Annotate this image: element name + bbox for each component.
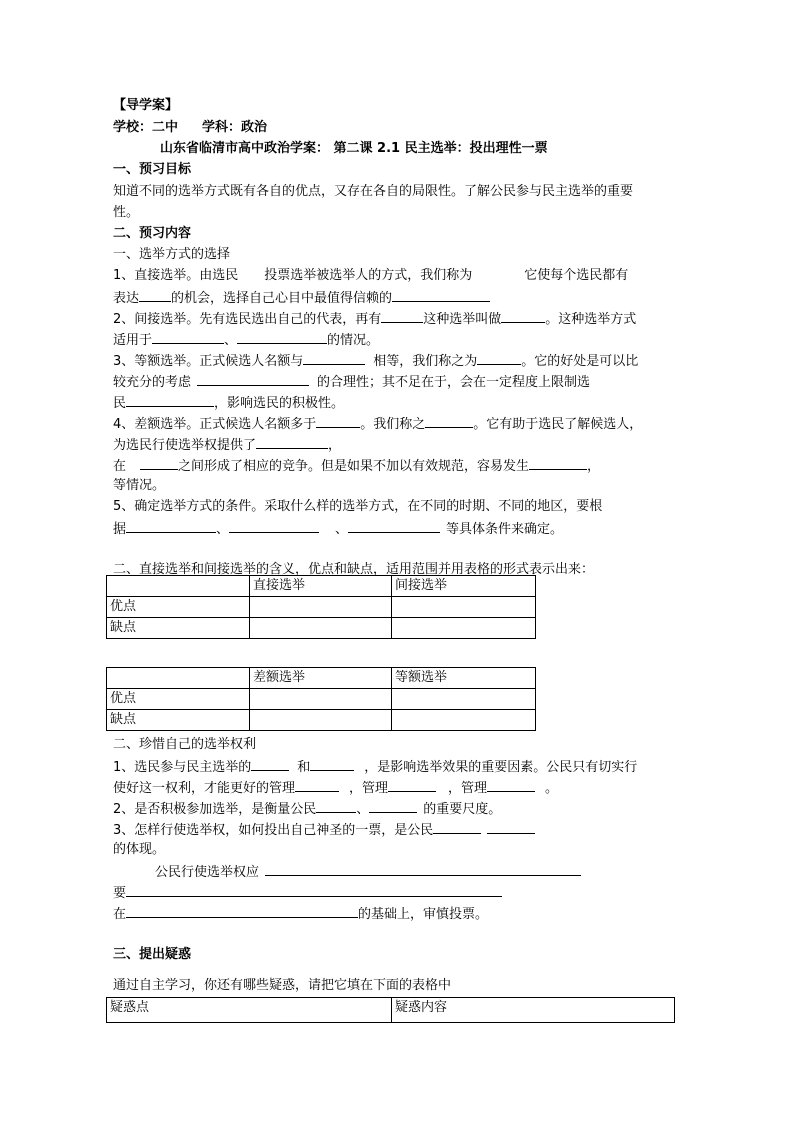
goal-line-2: 性。 [113,205,140,220]
comparison-table-1 [106,575,536,639]
blank[interactable] [425,413,473,428]
rights-line-7: 要 [113,882,502,904]
lesson-title: 山东省临清市高中政治学案： 第二课 2.1 民主选举：投出理性一票 [160,141,548,156]
table-cell[interactable] [250,689,392,710]
row-label: 缺点 [107,618,250,639]
table-cell [107,576,250,597]
blank[interactable] [126,903,358,918]
blank[interactable] [477,350,521,365]
item-3-line-3: 民 ，影响选民的积极性。 [113,392,344,414]
rights-line-3: 2、是否积极参加选举，是衡量公民 、 的重要尺度。 [113,798,501,820]
rights-line-1: 1、选民参与民主选举的 和 ，是影响选举效果的重要因素。公民只有切实行 [113,756,637,778]
rights-line-4: 3、怎样行使选举权，如何投出自己神圣的一票，是公民 [113,819,535,841]
blank[interactable] [237,329,327,344]
table-row [107,576,536,597]
blank[interactable] [433,819,481,834]
table-header: 直接选举 [250,576,392,597]
subject-label: 学科：政治 [202,120,268,135]
section-2-heading: 二、预习内容 [113,226,192,241]
table-row [107,668,536,689]
row-label: 优点 [107,689,250,710]
table-cell[interactable] [250,710,392,731]
table-header: 等额选举 [392,668,536,689]
rights-line-5: 的体现。 [113,842,166,857]
table-cell[interactable] [392,618,536,639]
blank[interactable] [487,777,535,792]
section-3-intro: 通过自主学习，你还有哪些疑惑，请把它填在下面的表格中 [113,978,452,993]
table-cell[interactable] [392,597,536,618]
table-header: 间接选举 [392,576,536,597]
blank[interactable] [369,798,417,813]
comparison-table-2 [106,667,536,731]
rights-line-2: 使好这一权利，才能更好的管理 ，管理 ，管理 。 [113,777,558,799]
blank[interactable] [316,413,360,428]
table-row [107,689,536,710]
item-4-line-1: 4、差额选举。正式候选人名额多于 。我们称之 。它有助于选民了解候选人， [113,413,642,435]
doc-title: 【导学案】 [113,98,179,113]
item-4-line-3: 在 之间形成了相应的竞争。但是如果不加以有效规范，容易发生 ， [113,455,600,477]
table-cell[interactable] [392,710,536,731]
rights-line-8: 在 的基础上，审慎投票。 [113,903,488,925]
blank[interactable] [126,882,502,897]
item-2-line-1: 2、间接选举。先有选民选出自己的代表，再有 这种选举叫做 。这种选举方式 [113,308,636,330]
table-header: 疑惑内容 [392,998,675,1023]
table-cell[interactable] [250,618,392,639]
blank[interactable] [392,287,490,302]
item-4-line-4: 等情况。 [113,478,166,493]
table-row [107,618,536,639]
blank[interactable] [256,434,328,449]
blank[interactable] [152,329,224,344]
blank[interactable] [303,350,365,365]
school-subject [113,118,267,138]
section-3-heading: 三、提出疑惑 [113,947,192,962]
table-intro: 二、直接选举和间接选举的含义，优点和缺点，适用范围并用表格的形式表示出来： [113,562,595,577]
blank[interactable] [140,455,178,470]
item-2-line-2: 适用于 、 的情况。 [113,329,379,351]
school-label: 学校：二中 [113,120,179,135]
table-row [107,710,536,731]
blank[interactable] [229,518,319,533]
table-row [107,597,536,618]
blank[interactable] [529,455,587,470]
row-label: 缺点 [107,710,250,731]
item-5-line-2: 据 、 、 等具体条件来确定。 [113,518,563,540]
blank[interactable] [126,392,214,407]
goal-line-1: 知道不同的选举方式既有各自的优点，又存在各自的局限性。了解公民参与民主选举的重要 [113,184,634,199]
table-cell [107,668,250,689]
table-cell[interactable] [250,597,392,618]
blank[interactable] [310,756,354,771]
questions-table [106,997,675,1023]
blank[interactable] [295,777,339,792]
blank[interactable] [316,798,356,813]
item-5-line-1: 5、确定选举方式的条件。采取什么样的选举方式，在不同的时期、不同的地区，要根 [113,499,603,514]
subsection-3: 二、珍惜自己的选举权利 [113,737,257,752]
table-header: 差额选举 [250,668,392,689]
blank[interactable] [381,308,423,323]
table-header: 疑惑点 [107,998,392,1023]
blank[interactable] [501,308,545,323]
item-4-line-2: 为选民行使选举权提供了 ， [113,434,341,456]
item-1-line-1: 1、直接选举。由选民 投票选举被选举人的方式，我们称为 它使每个选民都有 [113,268,629,283]
blank[interactable] [126,518,216,533]
blank[interactable] [487,819,535,834]
blank[interactable] [197,371,309,386]
blank[interactable] [348,518,440,533]
item-3-line-1: 3、等额选举。正式候选人名额与 相等，我们称之为 。它的好处是可以比 [113,350,638,372]
section-1-heading: 一、预习目标 [113,162,192,177]
row-label: 优点 [107,597,250,618]
item-3-line-2: 较充分的考虑 的合理性；其不足在于，会在一定程度上限制选 [113,371,590,393]
subsection-1: 一、选举方式的选择 [113,247,231,262]
blank[interactable] [388,777,436,792]
table-cell[interactable] [392,689,536,710]
blank[interactable] [139,287,171,302]
rights-line-6: 公民行使选举权应 [155,861,581,883]
item-1-line-2: 表达 的机会，选择自己心目中最值得信赖的 [113,287,490,309]
blank[interactable] [251,756,289,771]
blank[interactable] [265,861,581,876]
table-row [107,998,675,1023]
